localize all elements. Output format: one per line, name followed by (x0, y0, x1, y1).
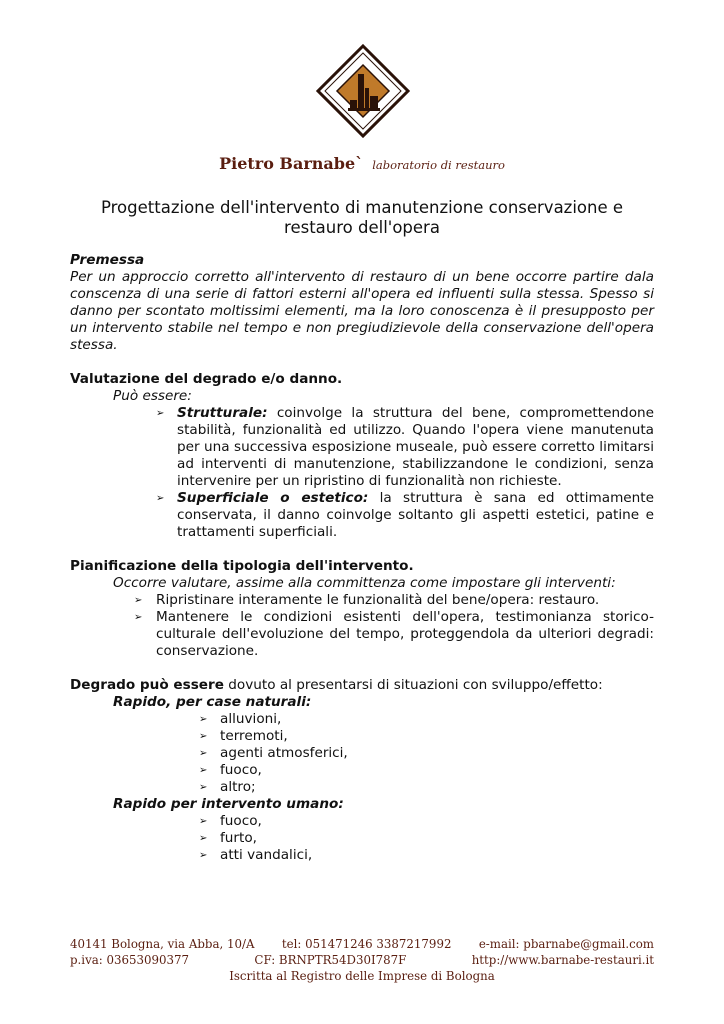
list-item (70, 609, 654, 660)
list-item-text: la struttura è sana ed ottimamente conservata, il danno coinvolge soltanto gli aspetti estetici, patine e trattamenti superficiali. (177, 490, 654, 540)
arrow-bullet-icon: ➢ (199, 850, 208, 861)
list-item-text: furto, (220, 830, 257, 846)
footer-registro: Iscritta al Registro delle Imprese di Bologna (229, 969, 495, 983)
arrow-bullet-icon: ➢ (134, 595, 143, 606)
list-item (70, 813, 654, 830)
page-title: Progettazione dell'intervento di manutenzione conservazione e restauro dell'opera (100, 198, 624, 237)
footer-tel: tel: 051471246 3387217992 (281, 937, 452, 951)
brand-line (0, 154, 724, 173)
footer-piva: p.iva: 03653090377 (70, 953, 190, 967)
arrow-bullet-icon: ➢ (199, 731, 208, 742)
list-item-text: coinvolge la struttura del bene, compromettendone stabilità, funzionalità ed utilizzo. Quando l'opera viene manutenuta per una successiva esposizione museale, può essere corretto limitarsi ad interventi di manutenzione, stabilizzandone le condizioni, senza intervenire per un ripristino di funzionalità non richieste. (177, 405, 654, 489)
degrado-heading: Degrado può essere (70, 677, 224, 693)
list-item-text: alluvioni, (220, 711, 282, 727)
naturali-list (70, 711, 654, 796)
document-body (70, 252, 654, 864)
list-item-text: fuoco, (220, 813, 262, 829)
list-item (70, 728, 654, 745)
arrow-bullet-icon: ➢ (134, 612, 143, 623)
degrado-line (70, 677, 654, 694)
brand-subtitle: laboratorio di restauro (372, 158, 505, 172)
arrow-bullet-icon: ➢ (199, 714, 208, 725)
footer-email[interactable]: e-mail: pbarnabe@gmail.com (478, 937, 654, 951)
arrow-bullet-icon: ➢ (156, 408, 165, 419)
brand-name: Pietro Barnabe` (219, 154, 364, 173)
valutazione-intro: Può essere: (113, 388, 192, 404)
list-item-term: Superficiale o estetico: (177, 490, 369, 506)
list-item (70, 711, 654, 728)
arrow-bullet-icon: ➢ (199, 748, 208, 759)
premessa-text: Per un approccio corretto all'intervento di restauro di un bene occorre partire dala conscenza di una serie di fattori esterni all'opera ed influenti sulla stessa. Spesso si danno per scontato moltissimi elementi, ma la loro conoscenza è il presupposto per un intervento stabile nel tempo e non pregiudizievole della conservazione dell'opera stessa. (70, 269, 654, 353)
list-item (70, 830, 654, 847)
valutazione-list (70, 405, 654, 541)
arrow-bullet-icon: ➢ (156, 493, 165, 504)
list-item-text: Ripristinare interamente le funzionalità del bene/opera: restauro. (156, 592, 600, 608)
pianificazione-list (70, 592, 654, 660)
list-item (70, 745, 654, 762)
umano-heading: Rapido per intervento umano: (113, 796, 344, 812)
list-item (70, 405, 654, 490)
list-item-text: agenti atmosferici, (220, 745, 348, 761)
umano-list (70, 813, 654, 864)
footer-website-link[interactable]: http://www.barnabe-restauri.it (471, 953, 654, 967)
naturali-heading: Rapido, per case naturali: (113, 694, 312, 710)
list-item (70, 779, 654, 796)
list-item-text: fuoco, (220, 762, 262, 778)
footer-address: 40141 Bologna, via Abba, 10/A (70, 937, 255, 951)
list-item (70, 592, 654, 609)
list-item (70, 762, 654, 779)
list-item-text: altro; (220, 779, 256, 795)
footer-cf: CF: BRNPTR54D30I787F (254, 953, 407, 967)
list-item-text: Mantenere le condizioni esistenti dell'opera, testimonianza storico-culturale dell'evoluzione del tempo, proteggendola da ulteriori degradi: conservazione. (156, 609, 654, 659)
list-item-text: terremoti, (220, 728, 288, 744)
premessa-heading: Premessa (70, 252, 145, 268)
pianificazione-heading: Pianificazione della tipologia dell'intervento. (70, 558, 414, 574)
list-item-text: atti vandalici, (220, 847, 313, 863)
company-logo (316, 44, 410, 138)
arrow-bullet-icon: ➢ (199, 816, 208, 827)
list-item (70, 847, 654, 864)
arrow-bullet-icon: ➢ (199, 782, 208, 793)
arrow-bullet-icon: ➢ (199, 765, 208, 776)
page-footer (70, 936, 654, 984)
list-item-term: Strutturale: (177, 405, 268, 421)
list-item (70, 490, 654, 541)
valutazione-heading: Valutazione del degrado e/o danno. (70, 371, 343, 387)
pianificazione-intro: Occorre valutare, assime alla committenza come impostare gli interventi: (113, 575, 616, 591)
degrado-text: dovuto al presentarsi di situazioni con sviluppo/effetto: (223, 677, 603, 693)
arrow-bullet-icon: ➢ (199, 833, 208, 844)
